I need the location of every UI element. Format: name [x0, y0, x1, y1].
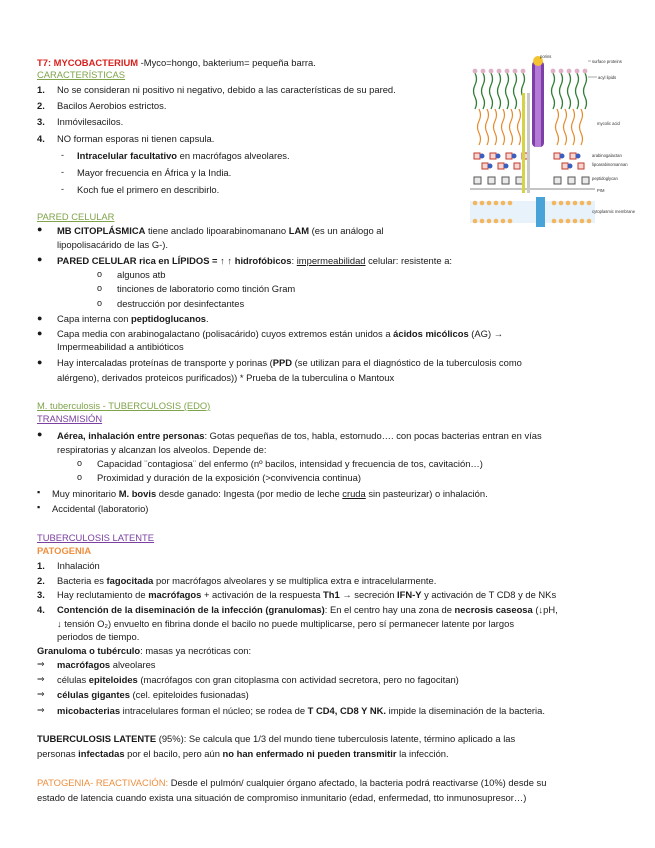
- reactivacion-paragraph: PATOGENIA- REACTIVACIÓN: Desde el pulmón/ cualquier órgano afectado, la bacteria podrá reactivarse (10%) desde su: [37, 777, 547, 788]
- diagram-label: surface proteins: [592, 59, 622, 64]
- list-item: macrófagos alveolares: [57, 659, 156, 670]
- list-item: Aérea, inhalación entre personas: Gotas pequeñas de tos, habla, estornudo…. con pocas bacterias entran en vías: [57, 430, 542, 441]
- tb-heading: M. tuberculosis - TUBERCULOSIS (EDO): [37, 400, 211, 411]
- list-number: 1.: [37, 84, 45, 95]
- sub-item: Capacidad ¨contagiosa¨ del enfermo (nº bacilos, intensidad y frecuencia de tos, cavitación…): [97, 458, 483, 469]
- diagram-label: peptidoglycan: [592, 176, 618, 181]
- list-item: Accidental (laboratorio): [52, 503, 149, 514]
- dash-bullet: -: [61, 150, 64, 160]
- list-number: 3.: [37, 116, 45, 127]
- reactivacion-paragraph-line2: estado de latencia cuando exista una situación de compromiso inmunitario (edad, enfermedad, tto inmunosupresor…): [37, 792, 527, 803]
- sub-item: Proximidad y duración de la exposición (>convivencia continua): [97, 472, 361, 483]
- list-item: PARED CELULAR rica en LÍPIDOS = ↑ ↑ hidrofóbicos: impermeabilidad celular: resistente a:: [57, 255, 453, 266]
- circle-bullet: o: [97, 283, 103, 293]
- diagram-label: acyl lipids: [598, 75, 617, 80]
- list-item-continuation: periodos de tiempo.: [57, 631, 140, 642]
- sub-item: algunos atb: [117, 269, 166, 280]
- circle-bullet: o: [77, 458, 83, 468]
- list-item: micobacterias intracelulares forman el núcleo; se rodea de T CD4, CD8 Y NK. impide la diseminación de la bacteria.: [57, 705, 545, 716]
- transmision-heading: TRANSMISIÓN: [37, 413, 103, 424]
- diagram-label: mycolic acid: [597, 121, 620, 126]
- list-item: MB CITOPLÁSMICA tiene anclado lipoarabinomanano LAM (es un análogo al: [57, 225, 384, 236]
- square-bullet: ▪: [37, 487, 41, 497]
- square-bullet: ▪: [37, 502, 41, 512]
- list-item: Hay reclutamiento de macrófagos + activación de la respuesta Th1 → secreción IFN-Y y activación de T CD8 y de NKs: [57, 589, 557, 600]
- list-number: 1.: [37, 560, 45, 571]
- title-rest: -Myco=hongo, bakterium= pequeña barra.: [138, 57, 316, 68]
- arrow-bullet: ⇒: [37, 689, 45, 699]
- diagram-label: porins: [540, 54, 552, 59]
- list-item: Inmóvilesacilos.: [57, 116, 124, 127]
- list-item: NO forman esporas ni tienen capsula.: [57, 133, 215, 144]
- diagram-label: cytoplasmic membrane: [592, 209, 636, 214]
- dash-bullet: -: [61, 184, 64, 194]
- bullet: ●: [37, 224, 43, 234]
- caracteristicas-heading: CARACTERÍSTICAS: [37, 69, 126, 80]
- list-item: células gigantes (cel. epiteloides fusionadas): [57, 689, 249, 700]
- granuloma-line: Granuloma o tubérculo: masas ya necróticas con:: [37, 645, 252, 656]
- list-item-continuation: lipopolisacárido de las G-).: [57, 239, 168, 250]
- list-item: No se consideran ni positivo ni negativo, debido a las características de su pared.: [57, 84, 396, 95]
- list-item: Bacilos Aerobios estrictos.: [57, 100, 167, 111]
- list-item: Muy minoritario M. bovis desde ganado: Ingesta (por medio de leche cruda sin pasteurizar) o inhalación.: [52, 488, 488, 499]
- circle-bullet: o: [77, 472, 83, 482]
- sub-item: destrucción por desinfectantes: [117, 298, 245, 309]
- list-number: 2.: [37, 100, 45, 111]
- pared-heading: PARED CELULAR: [37, 211, 115, 222]
- list-item: Hay intercaladas proteínas de transporte y porinas (PPD (se utilizan para el diagnóstico de la tuberculosis como: [57, 357, 522, 368]
- circle-bullet: o: [97, 298, 103, 308]
- arrow-bullet: ⇒: [37, 705, 45, 715]
- list-item: Capa interna con peptidoglucanos.: [57, 313, 209, 324]
- patogenia-heading: PATOGENIA: [37, 545, 92, 556]
- list-item: Bacteria es fagocitada por macrófagos alveolares y se multiplica extra e intracelularmente.: [57, 575, 437, 586]
- circle-bullet: o: [97, 269, 103, 279]
- list-item: Koch fue el primero en describirlo.: [77, 184, 220, 195]
- arrow-bullet: ⇒: [37, 659, 45, 669]
- list-item: células epiteloides (macrófagos con gran citoplasma con actividad secretora, pero no fagocitan): [57, 674, 459, 685]
- list-number: 4.: [37, 133, 45, 144]
- diagram-label: arabinogalactan: [592, 153, 622, 158]
- diagram-label: PIM: [597, 188, 605, 193]
- diagram-label: lipoarabinomannan: [592, 162, 628, 167]
- latente-heading: TUBERCULOSIS LATENTE: [37, 532, 155, 543]
- list-number: 2.: [37, 575, 45, 586]
- bullet: ●: [37, 357, 43, 367]
- list-item-continuation: ↓ tensión O₂) envuelto en fibrina donde el bacilo no puede multiplicarse, pero sí permanecer latente por largos: [57, 618, 515, 629]
- sub-item: tinciones de laboratorio como tinción Gram: [117, 283, 296, 294]
- bullet: ●: [37, 254, 43, 264]
- list-item: Capa media con arabinogalactano (polisacárido) cuyos extremos están unidos a ácidos micólicos (AG) →: [57, 328, 504, 339]
- list-item: Intracelular facultativo en macrófagos alveolares.: [77, 150, 290, 161]
- arrow-bullet: ⇒: [37, 674, 45, 684]
- list-item: Contención de la diseminación de la infección (granulomas): En el centro hay una zona de necrosis caseosa (↓pH,: [57, 604, 558, 615]
- list-item-continuation: Impermeabilidad a antibióticos: [57, 341, 184, 352]
- list-item-continuation: respiratorias y alcanzan los alveolos. Depende de:: [57, 444, 267, 455]
- bullet: ●: [37, 429, 43, 439]
- title-bold: T7: MYCOBACTERIUM: [37, 57, 139, 68]
- list-number: 3.: [37, 589, 45, 600]
- list-item-continuation: alérgeno), derivados proteicos purificados)) * Prueba de la tuberculina o Mantoux: [57, 372, 395, 383]
- list-item: Mayor frecuencia en África y la India.: [77, 167, 232, 178]
- dash-bullet: -: [61, 167, 64, 177]
- latente-paragraph: TUBERCULOSIS LATENTE (95%): Se calcula que 1/3 del mundo tiene tuberculosis latente, término aplicado a las: [37, 733, 516, 744]
- bullet: ●: [37, 313, 43, 323]
- cell-wall-illustration: [470, 53, 636, 233]
- list-item: Inhalación: [57, 560, 100, 571]
- title-line: [37, 57, 316, 69]
- latente-paragraph-line2: personas infectadas por el bacilo, pero aún no han enfermado ni pueden transmitir la infección.: [37, 748, 449, 759]
- list-number: 4.: [37, 604, 45, 615]
- bullet: ●: [37, 328, 43, 338]
- cell-wall-diagram: [470, 53, 636, 233]
